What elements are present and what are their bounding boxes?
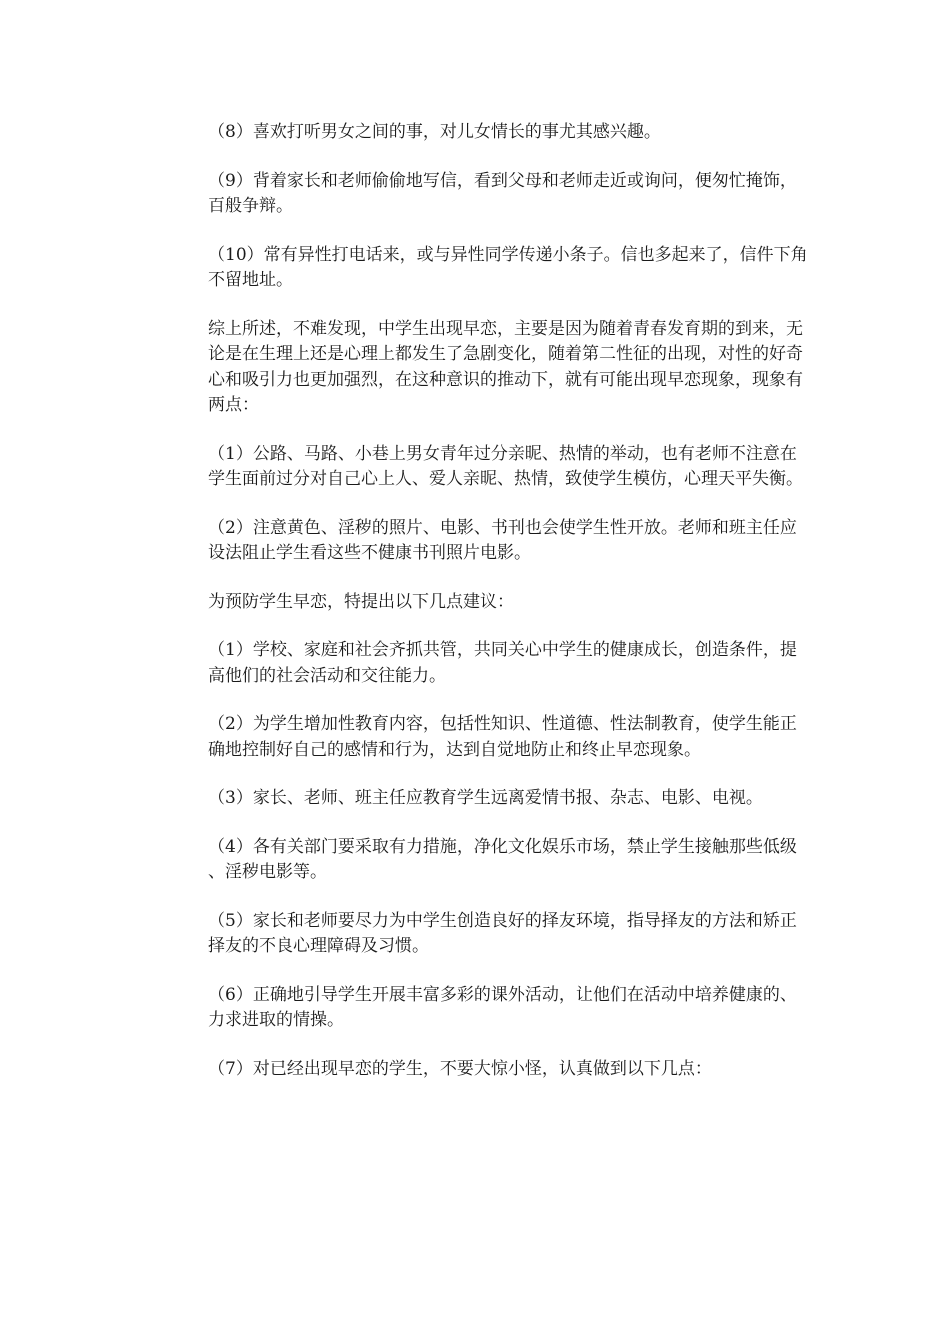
paragraph-suggestion-6: （6）正确地引导学生开展丰富多彩的课外活动，让他们在活动中培养健康的、力求进取的情操。 [208,984,797,1030]
paragraph-item-9: （9）背着家长和老师偷偷地写信，看到父母和老师走近或询问，便匆忙掩饰，百般争辩。 [208,170,797,216]
document-page [208,120,808,1105]
paragraph-summary: 综上所述，不难发现，中学生出现早恋，主要是因为随着青春发育期的到来，无论是在生理上还是心理上都发生了急剧变化，随着第二性征的出现，对性的好奇心和吸引力也更加强烈，在这种意识的推动下，就有可能出现早恋现象，现象有两点： [208,318,803,415]
paragraph-phenomenon-2: （2）注意黄色、淫秽的照片、电影、书刊也会使学生性开放。老师和班主任应设法阻止学生看这些不健康书刊照片电影。 [208,517,797,563]
paragraph-suggestion-2: （2）为学生增加性教育内容，包括性知识、性道德、性法制教育，使学生能正确地控制好自己的感情和行为，达到自觉地防止和终止早恋现象。 [208,714,797,760]
paragraph-suggestion-4: （4）各有关部门要采取有力措施，净化文化娱乐市场，禁止学生接触那些低级、淫秽电影等。 [208,836,797,882]
paragraph-suggestions-intro: 为预防学生早恋，特提出以下几点建议： [208,591,514,612]
paragraph-suggestion-3: （3）家长、老师、班主任应教育学生远离爱情书报、杂志、电影、电视。 [208,788,763,808]
paragraph-item-10: （10）常有异性打电话来，或与异性同学传递小条子。信也多起来了，信件下角不留地址。 [208,244,808,290]
paragraph-item-8: （8）喜欢打听男女之间的事，对儿女情长的事尤其感兴趣。 [208,122,661,142]
paragraph-suggestion-5: （5）家长和老师要尽力为中学生创造良好的择友环境，指导择友的方法和矫正择友的不良心理障碍及习惯。 [208,910,797,956]
paragraph-suggestion-1: （1）学校、家庭和社会齐抓共管，共同关心中学生的健康成长，创造条件，提高他们的社会活动和交往能力。 [208,640,797,686]
paragraph-suggestion-7: （7）对已经出现早恋的学生，不要大惊小怪，认真做到以下几点： [208,1058,712,1079]
paragraph-phenomenon-1: （1）公路、马路、小巷上男女青年过分亲昵、热情的举动，也有老师不注意在学生面前过分对自己心上人、爱人亲昵、热情，致使学生模仿，心理天平失衡。 [208,443,803,489]
